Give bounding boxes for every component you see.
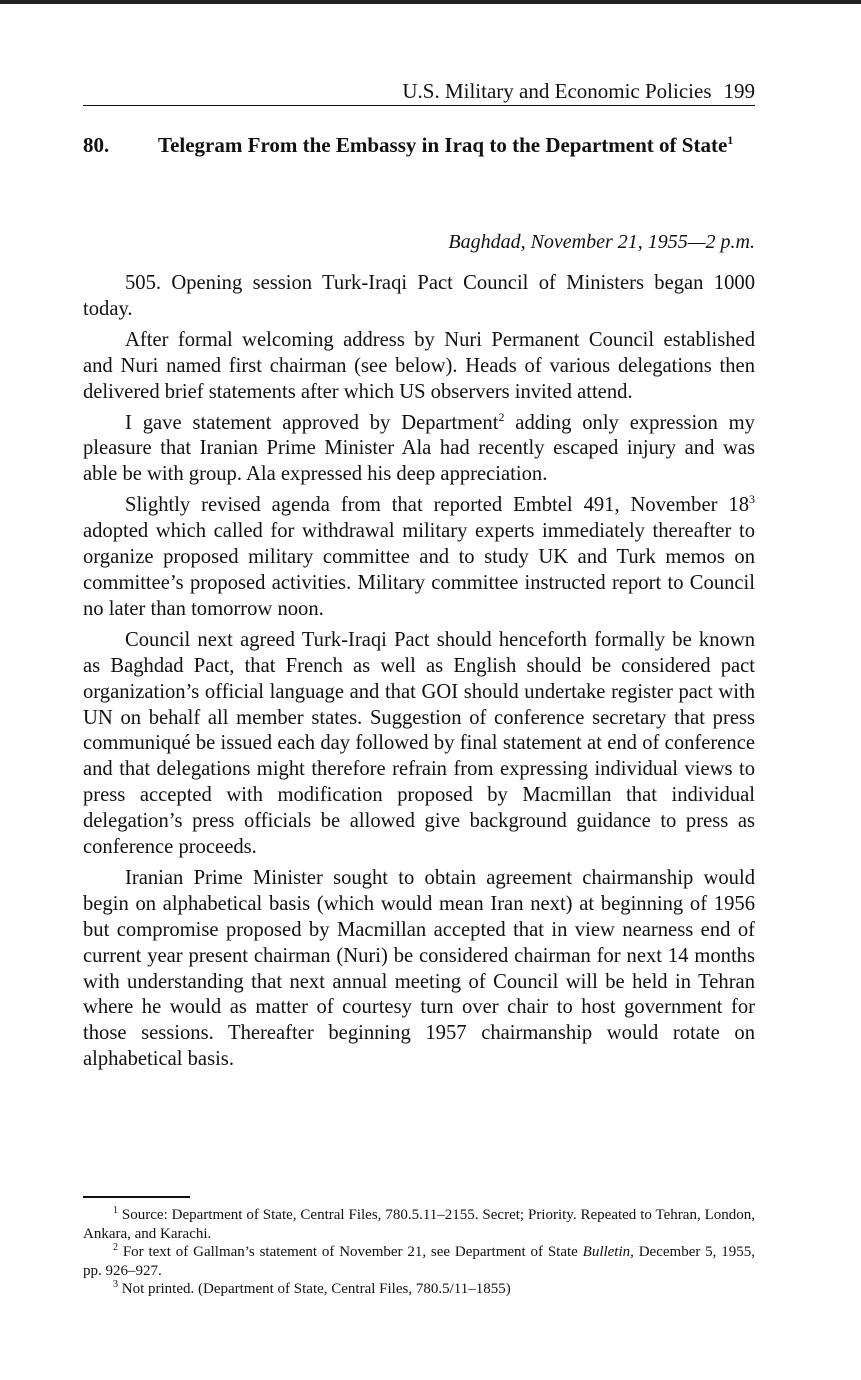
dateline: Baghdad, November 21, 1955—2 p.m.	[448, 231, 755, 253]
footnote-ref-3: 3	[749, 492, 755, 507]
paragraph-3-part-a: I gave statement approved by Department	[125, 411, 499, 434]
paragraph-2: After formal welcoming address by Nuri Permanent Council established and Nuri named first chairman (see below). Heads of various delegations then delivered brief statements after which US observers invited attend.	[83, 328, 755, 403]
footnote-mark-3: 3	[113, 1279, 118, 1290]
running-head-title: U.S. Military and Economic Policies	[402, 79, 712, 103]
scan-top-edge	[0, 0, 861, 4]
telegram-body	[83, 271, 755, 1078]
paragraph-6: Iranian Prime Minister sought to obtain agreement chairmanship would begin on alphabetical basis (which would mean Iran next) at beginning of 1956 but compromise proposed by Macmillan accepted that in view nearness end of current year present chairman (Nuri) be considered chairman for next 14 months with understanding that next annual meeting of Council will be held in Tehran where he would as matter of courtesy turn over chair to host government for those sessions. Thereafter beginning 1957 chairmanship would rotate on alphabetical basis.	[83, 866, 755, 1071]
footnote-ref-1: 1	[727, 133, 734, 147]
paragraph-4-part-b: adopted which called for withdrawal military experts immediately thereafter to organize proposed military committee and to study UK and Turk memos on committee’s proposed activities. Military committee instructed report to Council no later than tomorrow noon.	[83, 520, 755, 620]
document-number: 80.	[83, 133, 110, 157]
footnote-1	[83, 1206, 755, 1243]
footnote-3-text: Not printed. (Department of State, Central Files, 780.5/11–1855)	[121, 1281, 511, 1297]
footnote-divider	[83, 1196, 190, 1198]
footnote-2-publication: Bulletin,	[582, 1244, 634, 1260]
footnote-2-text-a: For text of Gallman’s statement of November 21, see Department of State	[122, 1244, 583, 1260]
running-head	[83, 78, 755, 106]
footnote-3	[83, 1280, 755, 1299]
document-title	[158, 133, 738, 158]
page-number: 199	[723, 79, 755, 103]
document-title-text: Telegram From the Embassy in Iraq to the Department of State	[158, 133, 728, 157]
footnote-ref-2: 2	[498, 409, 505, 424]
footnote-mark-1: 1	[113, 1205, 118, 1216]
footnote-1-text: Source: Department of State, Central Files, 780.5.11–2155. Secret; Priority. Repeated to Tehran, London, Ankara, and Karachi.	[83, 1207, 756, 1242]
paragraph-3-part-b: adding only expression my pleasure that Iranian Prime Minister Ala had recently escaped injury and was able be with group. Ala expressed his deep appreciation.	[83, 411, 755, 486]
paragraph-5: Council next agreed Turk-Iraqi Pact should henceforth formally be known as Baghdad Pact, that French as well as English should be considered pact organization’s official language and that GOI should undertake register pact with UN on behalf all member states. Suggestion of conference secretary that press communiqué be issued each day followed by final statement at end of conference and that delegations might therefore refrain from expressing individual views to press accepted with modification proposed by Macmillan that individual delegation’s press officials be allowed give background guidance to press as conference proceeds.	[83, 628, 755, 859]
paragraph-1: 505. Opening session Turk-Iraqi Pact Council of Ministers began 1000 today.	[83, 272, 755, 320]
footnote-2	[83, 1243, 755, 1280]
footnote-2-text-b: December 5, 1955, pp. 926–927.	[83, 1244, 755, 1279]
footnotes	[83, 1206, 755, 1299]
paragraph-4-part-a: Slightly revised agenda from that reported Embtel 491, November 18	[125, 494, 749, 517]
footnote-mark-2: 2	[113, 1242, 118, 1253]
paragraph-4	[83, 493, 755, 623]
paragraph-3	[83, 411, 755, 489]
